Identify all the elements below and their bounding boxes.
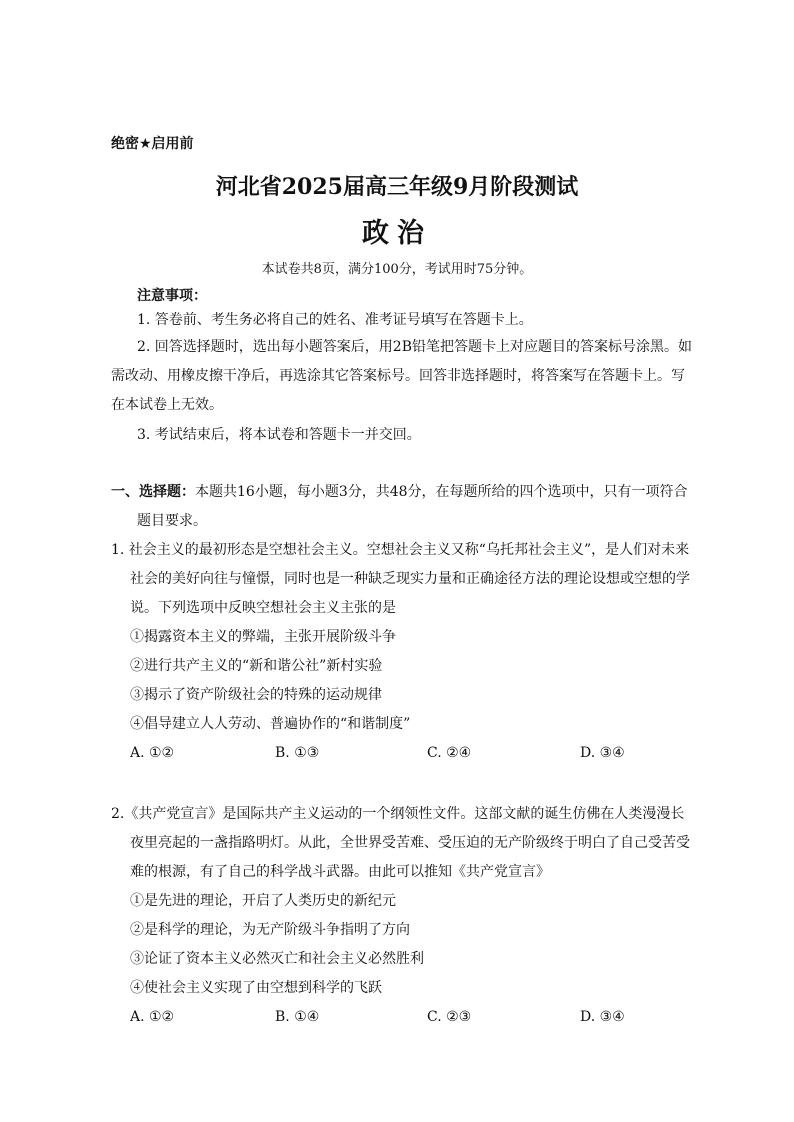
notice-item-2: 2. 回答选择题时，选出每小题答案后，用2B铅笔把答题卡上对应题目的答案标号涂黑。如需改动、用橡皮擦干净后，再选涂其它答案标号。回答非选择题时，将答案写在答题卡上。写在本试卷上无效。 (111, 339, 693, 413)
notice-item-1: 1. 答卷前、考生务必将自己的姓名、准考证号填写在答题卡上。 (137, 312, 533, 328)
choice-b: B. ①③ (275, 745, 320, 761)
section-text-line2: 题目要求。 (137, 513, 207, 529)
question-option: ③揭示了资产阶级社会的特殊的运动规律 (130, 687, 382, 703)
answer-choices (130, 739, 696, 768)
question-1 (111, 536, 696, 768)
choice-a: A. ①② (130, 1009, 175, 1025)
choice-d: D. ③④ (580, 745, 625, 761)
notice-item-3: 3. 考试结束后，将本试卷和答题卡一并交回。 (137, 427, 421, 443)
question-stem: 1. 社会主义的最初形态是空想社会主义。空想社会主义又称“乌托邦社会主义”，是人们对未来社会的美好向往与憧憬，同时也是一种缺乏现实力量和正确途径方法的理论设想或空想的学说。下列选项中反映空想社会主义主张的是 (111, 542, 690, 616)
choice-b: B. ①④ (275, 1009, 320, 1025)
question-2 (111, 800, 696, 1032)
confidential-label: 绝密★启用前 (111, 136, 194, 152)
choice-a: A. ①② (130, 745, 175, 761)
question-stem: 2.《共产党宣言》是国际共产主义运动的一个纲领性文件。这部文献的诞生仿佛在人类漫漫长夜里亮起的一盏指路明灯。从此，全世界受苦难、受压迫的无产阶级终于明白了自己受苦受难的根源，有了自己的科学战斗武器。由此可以推知《共产党宣言》 (111, 806, 690, 880)
answer-choices (130, 1003, 696, 1032)
section-heading (111, 478, 696, 536)
notice-title: 注意事项： (137, 288, 207, 304)
question-option: ④使社会主义实现了由空想到科学的飞跃 (130, 980, 382, 996)
exam-title: 河北省2025届高三年级9月阶段测试 (215, 174, 579, 200)
question-option: ①揭露资本主义的弊端，主张开展阶级斗争 (130, 629, 396, 645)
question-option: ③论证了资本主义必然灭亡和社会主义必然胜利 (130, 951, 424, 967)
choice-c: C. ②④ (427, 745, 472, 761)
subject-title: 政治 (362, 218, 432, 249)
question-option: ④倡导建立人人劳动、普遍协作的“和谐制度” (130, 716, 411, 732)
section-head: 一、选择题： (111, 484, 195, 500)
question-option: ①是先进的理论，开启了人类历史的新纪元 (130, 893, 396, 909)
choice-d: D. ③④ (580, 1009, 625, 1025)
exam-info: 本试卷共8页，满分100分，考试用时75分钟。 (261, 262, 533, 277)
question-option: ②进行共产主义的“新和谐公社”新村实验 (130, 658, 383, 674)
question-option: ②是科学的理论，为无产阶级斗争指明了方向 (130, 922, 410, 938)
choice-c: C. ②③ (427, 1009, 472, 1025)
section-text-line1: 本题共16小题，每小题3分，共48分，在每题所给的四个选项中，只有一项符合 (195, 484, 688, 500)
